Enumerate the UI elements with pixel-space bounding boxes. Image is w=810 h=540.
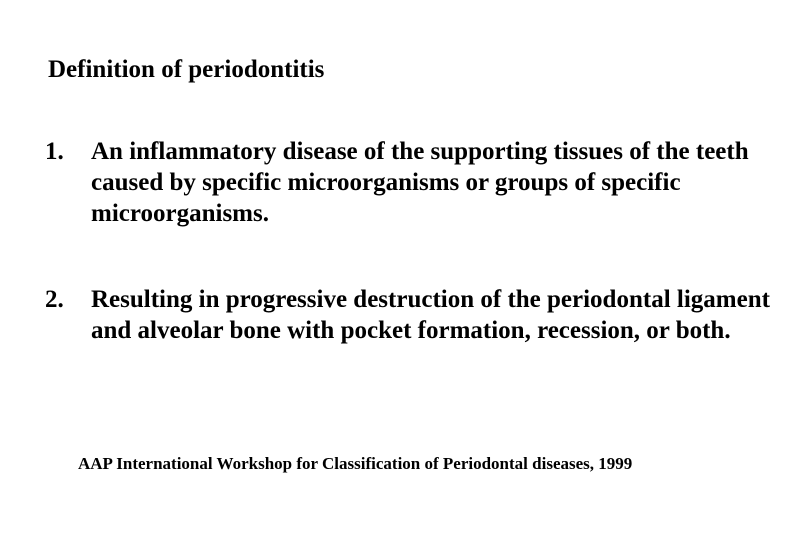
- citation: AAP International Workshop for Classification of Periodontal diseases, 1999: [78, 454, 633, 473]
- list-item-number: 1.: [45, 138, 64, 165]
- slide-title: Definition of periodontitis: [48, 56, 325, 83]
- list-item: [45, 136, 785, 229]
- definition-list: [45, 136, 785, 401]
- list-item-text: Resulting in progressive destruction of the periodontal ligament and alveolar bone with pocket formation, recession, or both.: [91, 286, 770, 344]
- list-item-number: 2.: [45, 286, 64, 313]
- list-item-text: An inflammatory disease of the supporting tissues of the teeth caused by specific microorganisms or groups of specific microorganisms.: [91, 138, 749, 227]
- list-item: [45, 284, 785, 346]
